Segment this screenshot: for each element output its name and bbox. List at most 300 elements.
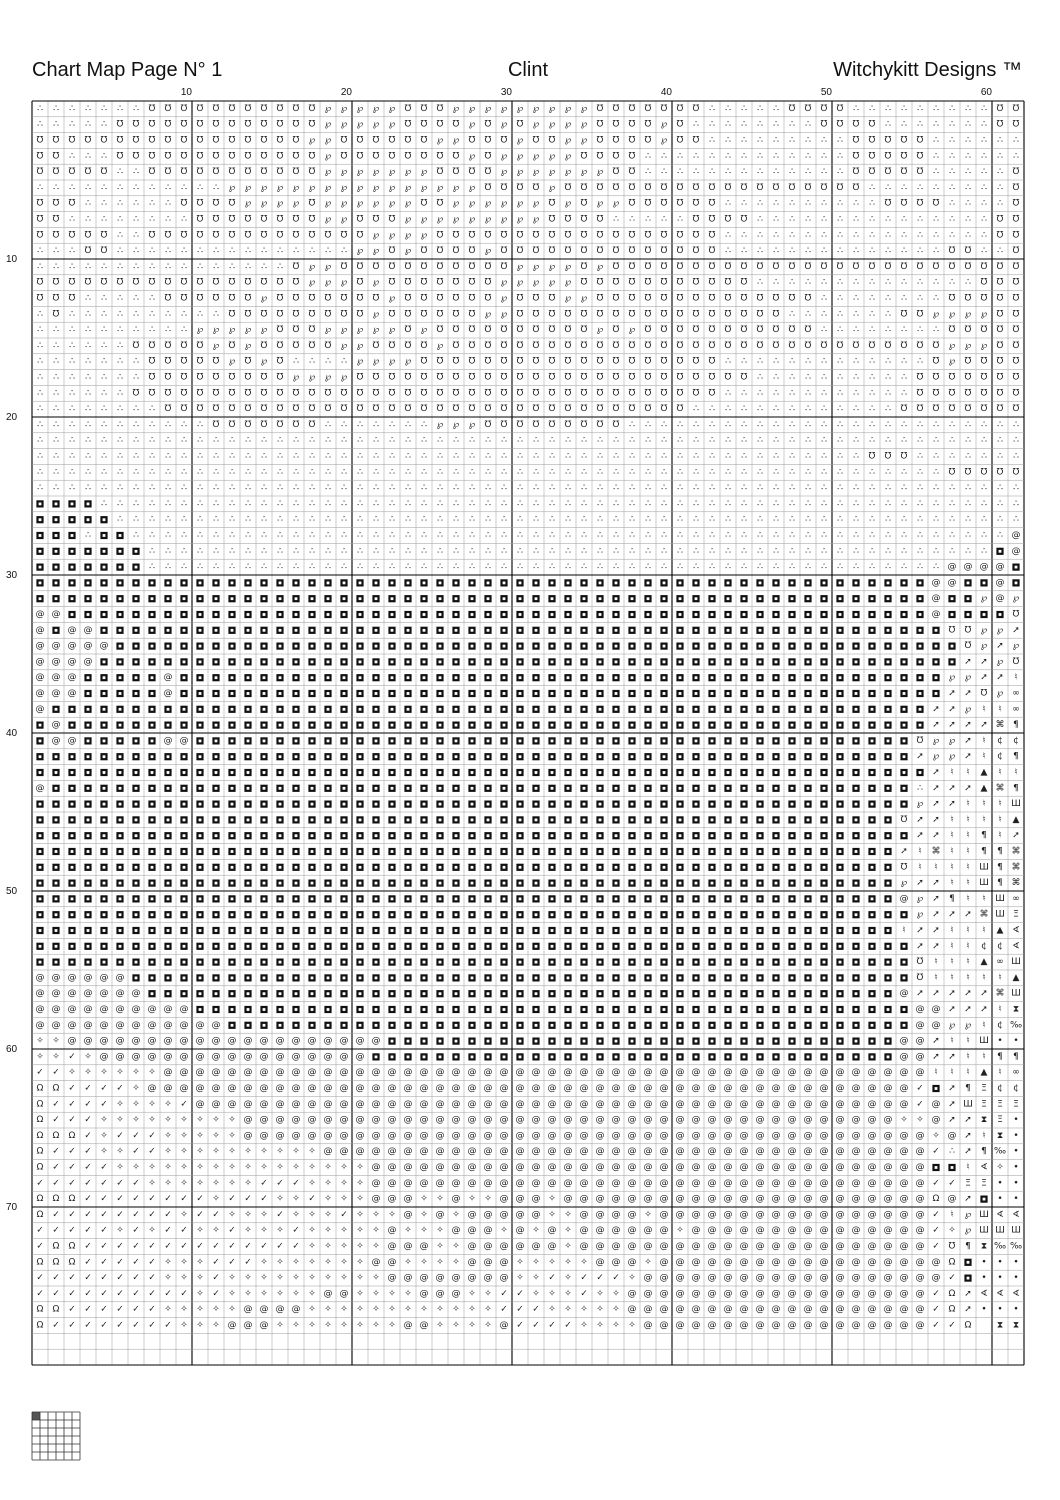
stitch-cell: ℧ [132, 151, 140, 162]
stitch-cell: ∴ [981, 419, 987, 430]
stitch-cell: ℧ [740, 372, 748, 383]
stitch-cell: @ [883, 1320, 893, 1331]
stitch-cell: @ [883, 1130, 893, 1141]
stitch-cell: ¢ [997, 751, 1003, 762]
stitch-cell: ∴ [933, 182, 939, 193]
stitch-cell: ℧ [436, 119, 444, 130]
stitch-cell: @ [675, 1162, 685, 1173]
stitch-cell: ∴ [661, 435, 667, 446]
stitch-cell: ♮ [966, 893, 970, 904]
stitch-cell: @ [771, 1241, 781, 1252]
stitch-cell: ℧ [980, 404, 988, 415]
stitch-cell: ✓ [516, 1288, 524, 1299]
stitch-cell: ∴ [981, 167, 987, 178]
stitch-cell: ✓ [532, 1320, 540, 1331]
stitch-cell: ∴ [629, 435, 635, 446]
stitch-cell: ℘ [516, 151, 524, 162]
stitch-cell: ✧ [148, 1067, 156, 1078]
stitch-cell: ℧ [484, 119, 492, 130]
stitch-cell: @ [115, 972, 125, 983]
stitch-cell: ℧ [564, 309, 572, 320]
stitch-cell: ℧ [36, 230, 44, 241]
stitch-cell: @ [627, 1130, 637, 1141]
stitch-cell: @ [867, 1241, 877, 1252]
stitch-cell: ∴ [773, 546, 779, 557]
stitch-cell: @ [899, 1257, 909, 1268]
stitch-cell: ℧ [532, 340, 540, 351]
stitch-cell: ℘ [308, 372, 316, 383]
stitch-cell: ✓ [244, 1194, 252, 1205]
stitch-cell: ∴ [101, 498, 107, 509]
stitch-cell: ℘ [276, 198, 284, 209]
stitch-cell: @ [835, 1178, 845, 1189]
stitch-cell: • [981, 1257, 987, 1268]
stitch-cell: ∴ [357, 546, 363, 557]
stitch-cell: ✧ [564, 1241, 572, 1252]
stitch-cell: ∞ [996, 957, 1004, 968]
stitch-cell: ℧ [388, 277, 396, 288]
stitch-cell: ✓ [916, 1099, 924, 1110]
stitch-cell: ℧ [260, 404, 268, 415]
stitch-cell: ℧ [468, 135, 476, 146]
stitch-cell: ℧ [692, 372, 700, 383]
stitch-cell: ℘ [388, 103, 396, 114]
stitch-cell: ✧ [308, 1209, 316, 1220]
stitch-cell: @ [707, 1146, 717, 1157]
stitch-cell: ℧ [692, 246, 700, 257]
stitch-cell: @ [867, 1304, 877, 1315]
stitch-cell: ℘ [324, 151, 332, 162]
stitch-cell: ∴ [613, 562, 619, 573]
stitch-cell: • [997, 1194, 1003, 1205]
stitch-cell: ℧ [404, 404, 412, 415]
stitch-cell: ℧ [292, 340, 300, 351]
stitch-cell: @ [499, 1130, 509, 1141]
stitch-cell: ℧ [868, 167, 876, 178]
stitch-cell: ¶ [997, 878, 1003, 889]
stitch-cell: ✓ [180, 1099, 188, 1110]
stitch-cell: ∴ [1013, 151, 1019, 162]
stitch-cell: ∴ [949, 483, 955, 494]
stitch-cell: ∴ [165, 246, 171, 257]
stitch-cell: ℘ [276, 182, 284, 193]
stitch-cell: ℧ [340, 135, 348, 146]
stitch-cell: @ [387, 1130, 397, 1141]
stitch-cell: ∴ [949, 530, 955, 541]
stitch-cell: ∴ [133, 451, 139, 462]
stitch-cell: @ [867, 1083, 877, 1094]
stitch-cell: @ [883, 1099, 893, 1110]
stitch-cell: ℧ [932, 404, 940, 415]
stitch-cell: @ [899, 1304, 909, 1315]
stitch-cell: ∴ [357, 451, 363, 462]
stitch-cell: ∴ [629, 419, 635, 430]
stitch-cell: ∴ [741, 230, 747, 241]
stitch-cell: ℧ [628, 404, 636, 415]
stitch-cell: @ [771, 1209, 781, 1220]
stitch-cell: ∴ [117, 498, 123, 509]
stitch-cell: ∴ [661, 483, 667, 494]
stitch-cell: ∢ [1012, 1209, 1020, 1220]
stitch-cell: ℧ [292, 388, 300, 399]
stitch-cell: ∴ [309, 467, 315, 478]
stitch-cell: ℧ [196, 103, 204, 114]
stitch-cell: @ [99, 1051, 109, 1062]
stitch-cell: @ [371, 1115, 381, 1126]
stitch-cell: ℧ [436, 198, 444, 209]
stitch-cell: ∴ [389, 435, 395, 446]
stitch-cell: ℧ [180, 151, 188, 162]
stitch-cell: @ [723, 1241, 733, 1252]
stitch-cell: ℧ [980, 688, 988, 699]
stitch-cell: ℘ [548, 277, 556, 288]
stitch-cell: ✧ [212, 1320, 220, 1331]
stitch-cell: ℧ [756, 293, 764, 304]
stitch-cell: ∴ [117, 356, 123, 367]
stitch-cell: Ш [979, 1209, 989, 1220]
stitch-cell: @ [499, 1241, 509, 1252]
stitch-cell: ∴ [869, 293, 875, 304]
stitch-cell: ✧ [324, 1257, 332, 1268]
stitch-cell: ∴ [949, 498, 955, 509]
stitch-cell: ℧ [804, 182, 812, 193]
stitch-cell: ℧ [708, 356, 716, 367]
stitch-cell: ✧ [372, 1225, 380, 1236]
stitch-cell: Ω [52, 1083, 60, 1094]
stitch-cell: ℧ [84, 167, 92, 178]
stitch-cell: @ [387, 1083, 397, 1094]
stitch-cell: ℧ [516, 246, 524, 257]
stitch-cell: @ [611, 1115, 621, 1126]
stitch-cell: ∴ [885, 103, 891, 114]
stitch-cell: ∴ [869, 372, 875, 383]
pattern-name: Clint [507, 59, 549, 81]
stitch-cell: ℧ [628, 388, 636, 399]
stitch-cell: ℘ [244, 325, 252, 336]
stitch-cell: ∴ [69, 119, 75, 130]
stitch-cell: ℧ [212, 372, 220, 383]
stitch-cell: ✓ [148, 1130, 156, 1141]
stitch-cell: ∴ [533, 467, 539, 478]
stitch-cell: ✧ [292, 1320, 300, 1331]
stitch-cell: ℧ [900, 862, 908, 873]
stitch-cell: ∴ [853, 498, 859, 509]
stitch-cell: Ω [52, 1304, 60, 1315]
stitch-cell: ✧ [356, 1273, 364, 1284]
stitch-cell: @ [659, 1225, 669, 1236]
stitch-cell: ∴ [277, 261, 283, 272]
stitch-cell: @ [435, 1130, 445, 1141]
stitch-cell: ℧ [1012, 340, 1020, 351]
stitch-cell: ∞ [1012, 893, 1020, 904]
stitch-cell: @ [35, 704, 45, 715]
stitch-cell: ℧ [676, 230, 684, 241]
stitch-cell: ∴ [341, 419, 347, 430]
stitch-cell: @ [675, 1209, 685, 1220]
stitch-cell: @ [403, 1162, 413, 1173]
stitch-cell: ℧ [452, 309, 460, 320]
stitch-cell: ∴ [309, 356, 315, 367]
stitch-cell: ∴ [469, 498, 475, 509]
stitch-cell: ℧ [276, 356, 284, 367]
stitch-cell: ℧ [244, 372, 252, 383]
stitch-cell: ✧ [228, 1178, 236, 1189]
stitch-cell: ℧ [996, 404, 1004, 415]
stitch-cell: ℘ [420, 325, 428, 336]
stitch-cell: ⌘ [1011, 846, 1021, 857]
stitch-cell: ⌘ [979, 909, 989, 920]
stitch-cell: ∴ [821, 135, 827, 146]
stitch-cell: @ [243, 1036, 253, 1047]
stitch-cell: @ [243, 1099, 253, 1110]
stitch-cell: @ [723, 1083, 733, 1094]
stitch-cell: ℧ [916, 404, 924, 415]
stitch-cell: ∴ [533, 435, 539, 446]
stitch-cell: ∴ [933, 435, 939, 446]
stitch-cell: ∴ [101, 388, 107, 399]
stitch-cell: ∴ [677, 419, 683, 430]
stitch-cell: @ [643, 1304, 653, 1315]
stitch-cell: @ [483, 1099, 493, 1110]
stitch-cell: @ [371, 1194, 381, 1205]
stitch-cell: ∴ [37, 182, 43, 193]
stitch-cell: ✧ [420, 1194, 428, 1205]
stitch-cell: ∴ [661, 151, 667, 162]
stitch-cell: @ [643, 1099, 653, 1110]
stitch-cell: ✧ [100, 1115, 108, 1126]
stitch-cell: @ [163, 1004, 173, 1015]
stitch-cell: ✧ [308, 1146, 316, 1157]
stitch-cell: ∴ [773, 356, 779, 367]
stitch-cell: @ [675, 1130, 685, 1141]
stitch-cell: ℧ [228, 388, 236, 399]
stitch-cell: ∴ [725, 467, 731, 478]
stitch-cell: ℧ [164, 230, 172, 241]
stitch-cell: @ [755, 1067, 765, 1078]
stitch-cell: ∴ [597, 483, 603, 494]
stitch-cell: ∴ [389, 419, 395, 430]
stitch-cell: ✧ [324, 1225, 332, 1236]
stitch-cell: ∴ [741, 546, 747, 557]
stitch-cell: ∴ [805, 388, 811, 399]
stitch-cell: @ [323, 1288, 333, 1299]
stitch-cell: ∴ [85, 151, 91, 162]
stitch-cell: ℘ [516, 277, 524, 288]
stitch-cell: ➚ [948, 1115, 956, 1126]
stitch-cell: @ [99, 988, 109, 999]
stitch-cell: ✓ [260, 1194, 268, 1205]
stitch-cell: ℧ [644, 388, 652, 399]
stitch-cell: ℧ [292, 325, 300, 336]
stitch-cell: ∴ [725, 514, 731, 525]
stitch-cell: ℧ [388, 214, 396, 225]
stitch-cell: @ [35, 688, 45, 699]
stitch-cell: ∴ [805, 451, 811, 462]
stitch-cell: ∴ [709, 530, 715, 541]
stitch-cell: ∴ [773, 277, 779, 288]
stitch-cell: ∴ [613, 214, 619, 225]
stitch-cell: ℧ [660, 325, 668, 336]
stitch-cell: @ [531, 1115, 541, 1126]
stitch-cell: • [997, 1304, 1003, 1315]
stitch-cell: ∴ [949, 277, 955, 288]
stitch-cell: ℧ [516, 325, 524, 336]
stitch-cell: ∴ [757, 483, 763, 494]
stitch-cell: @ [899, 1130, 909, 1141]
stitch-cell: ✓ [116, 1304, 124, 1315]
stitch-cell: ℧ [68, 167, 76, 178]
stitch-cell: ℧ [132, 119, 140, 130]
stitch-cell: ∴ [709, 562, 715, 573]
stitch-cell: ♮ [966, 799, 970, 810]
stitch-cell: ∴ [821, 451, 827, 462]
stitch-cell: ✧ [532, 1288, 540, 1299]
stitch-cell: ℧ [884, 135, 892, 146]
stitch-cell: @ [515, 1083, 525, 1094]
stitch-cell: ∴ [389, 451, 395, 462]
stitch-cell: ✧ [564, 1209, 572, 1220]
stitch-cell: ✓ [932, 1320, 940, 1331]
stitch-cell: ∴ [293, 498, 299, 509]
stitch-cell: ℘ [964, 1020, 972, 1031]
stitch-cell: ✧ [308, 1257, 316, 1268]
stitch-cell: ∴ [117, 261, 123, 272]
stitch-cell: ♮ [950, 862, 954, 873]
stitch-cell: ∴ [69, 451, 75, 462]
stitch-cell: ✧ [452, 1241, 460, 1252]
stitch-cell: @ [595, 1225, 605, 1236]
stitch-cell: ∴ [901, 246, 907, 257]
stitch-cell: ∴ [965, 277, 971, 288]
stitch-cell: ∴ [981, 483, 987, 494]
stitch-cell: @ [499, 1178, 509, 1189]
stitch-cell: ℘ [388, 356, 396, 367]
stitch-cell: ℧ [500, 340, 508, 351]
stitch-cell: ℧ [676, 119, 684, 130]
stitch-cell: ➚ [964, 1288, 972, 1299]
stitch-cell: @ [451, 1273, 461, 1284]
stitch-cell: ∴ [53, 356, 59, 367]
stitch-cell: ∴ [117, 514, 123, 525]
stitch-cell: @ [355, 1146, 365, 1157]
stitch-cell: ➚ [948, 988, 956, 999]
stitch-cell: ♮ [982, 925, 986, 936]
stitch-cell: ∴ [565, 483, 571, 494]
stitch-cell: ✧ [196, 1288, 204, 1299]
stitch-cell: ℧ [452, 167, 460, 178]
stitch-cell: @ [163, 672, 173, 683]
stitch-cell: ✧ [212, 1162, 220, 1173]
stitch-cell: @ [611, 1257, 621, 1268]
stitch-cell: @ [627, 1241, 637, 1252]
stitch-cell: @ [691, 1225, 701, 1236]
stitch-cell: @ [99, 1020, 109, 1031]
stitch-cell: @ [451, 1288, 461, 1299]
stitch-cell: ∴ [485, 514, 491, 525]
stitch-cell: ➚ [948, 688, 956, 699]
stitch-cell: @ [51, 1020, 61, 1031]
stitch-cell: ∴ [725, 530, 731, 541]
stitch-cell: ℧ [548, 309, 556, 320]
stitch-cell: ∴ [117, 388, 123, 399]
stitch-cell: @ [67, 988, 77, 999]
stitch-cell: ℘ [436, 419, 444, 430]
stitch-cell: ✧ [324, 1304, 332, 1315]
stitch-cell: ∴ [341, 246, 347, 257]
stitch-cell: ℧ [596, 230, 604, 241]
stitch-cell: @ [403, 1178, 413, 1189]
stitch-cell: ℧ [228, 309, 236, 320]
stitch-cell: ✧ [196, 1320, 204, 1331]
stitch-cell: ℧ [340, 309, 348, 320]
stitch-cell: @ [835, 1241, 845, 1252]
stitch-cell: ∴ [693, 530, 699, 541]
stitch-cell: ℧ [180, 103, 188, 114]
stitch-cell: @ [867, 1288, 877, 1299]
stitch-cell: ✧ [196, 1162, 204, 1173]
stitch-cell: ∴ [885, 182, 891, 193]
stitch-cell: ∞ [1012, 1067, 1020, 1078]
stitch-cell: @ [707, 1304, 717, 1315]
stitch-cell: ∴ [997, 135, 1003, 146]
stitch-cell: ∴ [341, 467, 347, 478]
stitch-cell: ∴ [709, 119, 715, 130]
stitch-cell: ∴ [741, 103, 747, 114]
stitch-cell: ℧ [660, 246, 668, 257]
stitch-cell: ℧ [532, 246, 540, 257]
stitch-cell: ∴ [165, 483, 171, 494]
stitch-cell: ℧ [308, 198, 316, 209]
stitch-cell: ➚ [980, 720, 988, 731]
stitch-cell: @ [467, 1178, 477, 1189]
stitch-cell: ∴ [53, 419, 59, 430]
stitch-cell: ℧ [676, 309, 684, 320]
stitch-cell: ∴ [885, 309, 891, 320]
stitch-cell: @ [739, 1083, 749, 1094]
stitch-cell: @ [659, 1146, 669, 1157]
stitch-cell: ℧ [52, 277, 60, 288]
stitch-cell: ℧ [36, 293, 44, 304]
stitch-cell: ℧ [692, 277, 700, 288]
stitch-cell: ∴ [773, 214, 779, 225]
stitch-cell: ✓ [932, 1225, 940, 1236]
stitch-cell: ℧ [260, 135, 268, 146]
stitch-cell: ➚ [964, 988, 972, 999]
stitch-cell: ∴ [661, 419, 667, 430]
stitch-cell: @ [787, 1273, 797, 1284]
stitch-cell: ∴ [405, 546, 411, 557]
stitch-cell: ∴ [165, 435, 171, 446]
stitch-cell: @ [179, 735, 189, 746]
stitch-cell: ℧ [612, 277, 620, 288]
stitch-cell: @ [211, 1036, 221, 1047]
stitch-cell: ♮ [998, 830, 1002, 841]
stitch-cell: ∴ [85, 530, 91, 541]
stitch-cell: ∴ [773, 404, 779, 415]
stitch-cell: • [997, 1036, 1003, 1047]
stitch-cell: ℧ [628, 135, 636, 146]
stitch-cell: ∴ [341, 546, 347, 557]
stitch-cell: ∴ [725, 356, 731, 367]
stitch-cell: ℘ [660, 119, 668, 130]
stitch-cell: ♮ [966, 1162, 970, 1173]
stitch-cell: ✓ [612, 1273, 620, 1284]
stitch-cell: ✧ [84, 1067, 92, 1078]
stitch-cell: @ [531, 1083, 541, 1094]
stitch-cell: ∴ [741, 483, 747, 494]
stitch-cell: ℧ [628, 103, 636, 114]
stitch-cell: ➚ [964, 720, 972, 731]
